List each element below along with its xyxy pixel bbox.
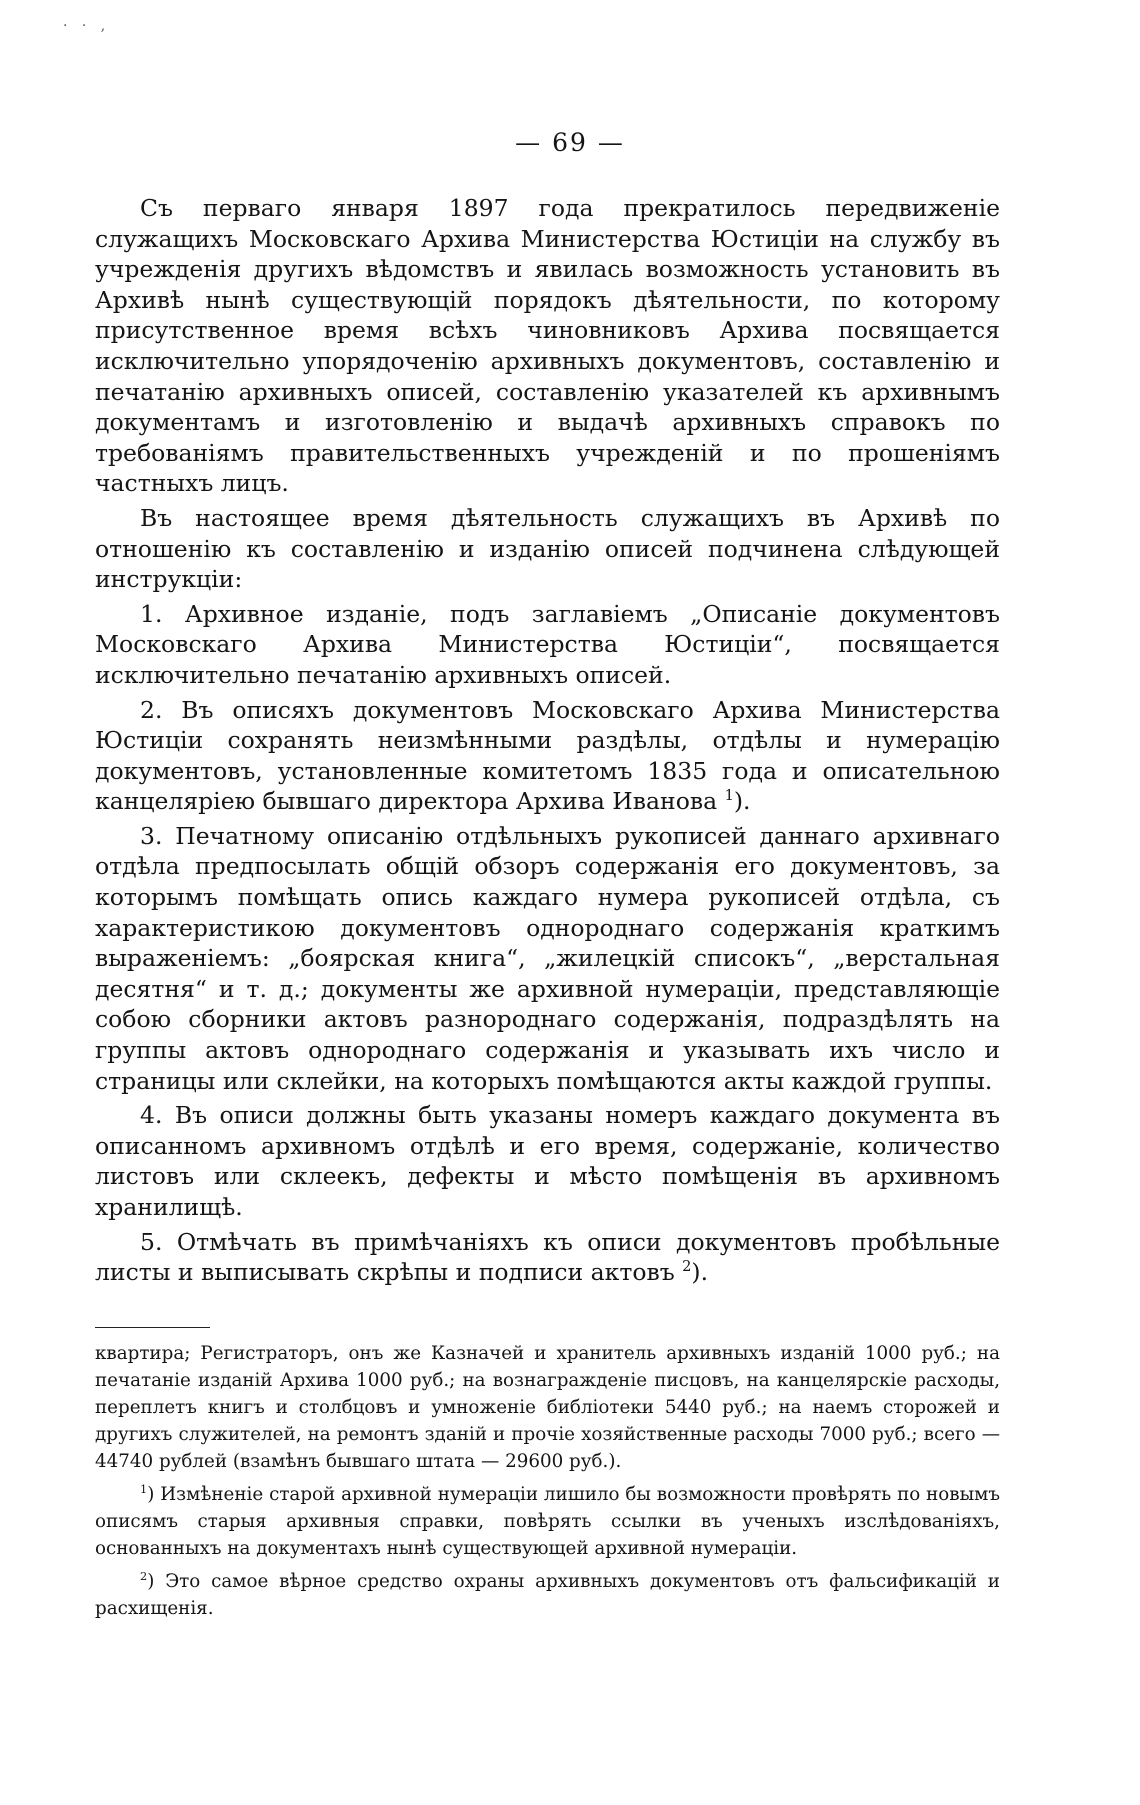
paragraph-item-2-end: ). bbox=[733, 787, 751, 816]
paragraph-item-1: 1. Архивное изданіе, подъ заглавіемъ „Описаніе документовъ Московскаго Архива Министерства Юстиціи“, посвящается исключительно печатанію архивныхъ описей. bbox=[95, 599, 1000, 689]
paragraph-item-3: 3. Печатному описанію отдѣльныхъ рукописей даннаго архивнаго отдѣла предпосылать общій обзоръ содержанія его документовъ, за которымъ помѣщать опись каждаго нумера рукописей отдѣла, съ характеристикою документовъ однороднаго содержанія краткимъ выраженіемъ: „боярская книга“, „жилецкій списокъ“, „верстальная десятня“ и т. д.; документы же архивной нумераціи, представляющіе собою сборники актовъ разнороднаго содержанія, подраздѣлять на группы актовъ однороднаго содержанія и указывать ихъ число и страницы или склейки, на которыхъ помѣщаются акты каждой группы. bbox=[95, 821, 1000, 1095]
footnote-ref-2: 2 bbox=[682, 1258, 692, 1276]
footnotes bbox=[95, 1340, 1000, 1622]
footnote-1 bbox=[95, 1481, 1000, 1562]
footnote-continuation: квартира; Регистраторъ, онъ же Казначей и хранитель архивныхъ изданій 1000 руб.; на печатаніе изданій Архива 1000 руб.; на вознагражденіе писцовъ, на канцелярскіе расходы, переплетъ книгъ и столбцовъ и умноженіе библіотеки 5440 руб.; на наемъ сторожей и другихъ служителей, на ремонтъ зданій и прочіе хозяйственные расходы 7000 руб.; всего — 44740 рублей (взамѣнъ бывшаго штата — 29600 руб.). bbox=[95, 1343, 1000, 1472]
paragraph-item-5-text: 5. Отмѣчать въ примѣчаніяхъ къ описи документовъ пробѣльные листы и выписывать скрѣпы и подписи актовъ bbox=[95, 1227, 1000, 1287]
paragraph-intro: Съ перваго января 1897 года прекратилось передвиженіе служащихъ Московскаго Архива Министерства Юстиціи на службу въ учрежденія другихъ вѣдомствъ и явилась возможность установить въ Архивѣ нынѣ существующій порядокъ дѣятельности, по которому присутственное время всѣхъ чиновниковъ Архива посвящается исключительно упорядоченію архивныхъ документовъ, составленію и печатанію архивныхъ описей, составленію указателей къ архивнымъ документамъ и изготовленію и выдачѣ архивныхъ справокъ по требованіямъ правительственныхъ учрежденій и по прошеніямъ частныхъ лицъ. bbox=[95, 194, 1000, 498]
paragraph-item-2-text: 2. Въ описяхъ документовъ Московскаго Архива Министерства Юстиціи сохранять неизмѣнными раздѣлы, отдѣлы и нумерацію документовъ, установленные комитетомъ 1835 года и описательною канцеляріею бывшаго директора Архива Иванова bbox=[95, 695, 1000, 816]
paragraph-item-2 bbox=[95, 695, 1000, 817]
footnote-2-text: ) Это самое вѣрное средство охраны архивныхъ документовъ отъ фальсификацій и расхищенія. bbox=[95, 1571, 1000, 1619]
footnote-1-text: ) Измѣненіе старой архивной нумераціи лишило бы возможности провѣрять по новымъ описямъ старыя архивныя справки, повѣрять ссылки въ ученыхъ изслѣдованіяхъ, основанныхъ на документахъ нынѣ существующей архивной нумераціи. bbox=[95, 1484, 1000, 1559]
page-number: — 69 — bbox=[515, 128, 625, 157]
paragraph-item-5 bbox=[95, 1227, 1000, 1288]
footnote-2-mark: 2 bbox=[140, 1568, 148, 1583]
footnote-2 bbox=[95, 1568, 1000, 1622]
paragraph-item-5-end: ). bbox=[691, 1258, 709, 1287]
paragraph-instruction-lead: Въ настоящее время дѣятельность служащихъ въ Архивѣ по отношенію къ составленію и изданію описей подчинена слѣдующей инструкціи: bbox=[95, 503, 1000, 594]
paragraph-item-4: 4. Въ описи должны быть указаны номеръ каждаго документа въ описанномъ архивномъ отдѣлѣ и его время, содержаніе, количество листовъ или склеекъ, дефекты и мѣсто помѣщенія въ архивномъ хранилищѣ. bbox=[95, 1101, 1000, 1221]
corner-marks: · · , bbox=[63, 18, 111, 34]
footnote-divider bbox=[95, 1327, 210, 1328]
footnote-1-mark: 1 bbox=[140, 1481, 148, 1496]
footnote-ref-1: 1 bbox=[724, 787, 734, 805]
main-text bbox=[95, 193, 1000, 1288]
